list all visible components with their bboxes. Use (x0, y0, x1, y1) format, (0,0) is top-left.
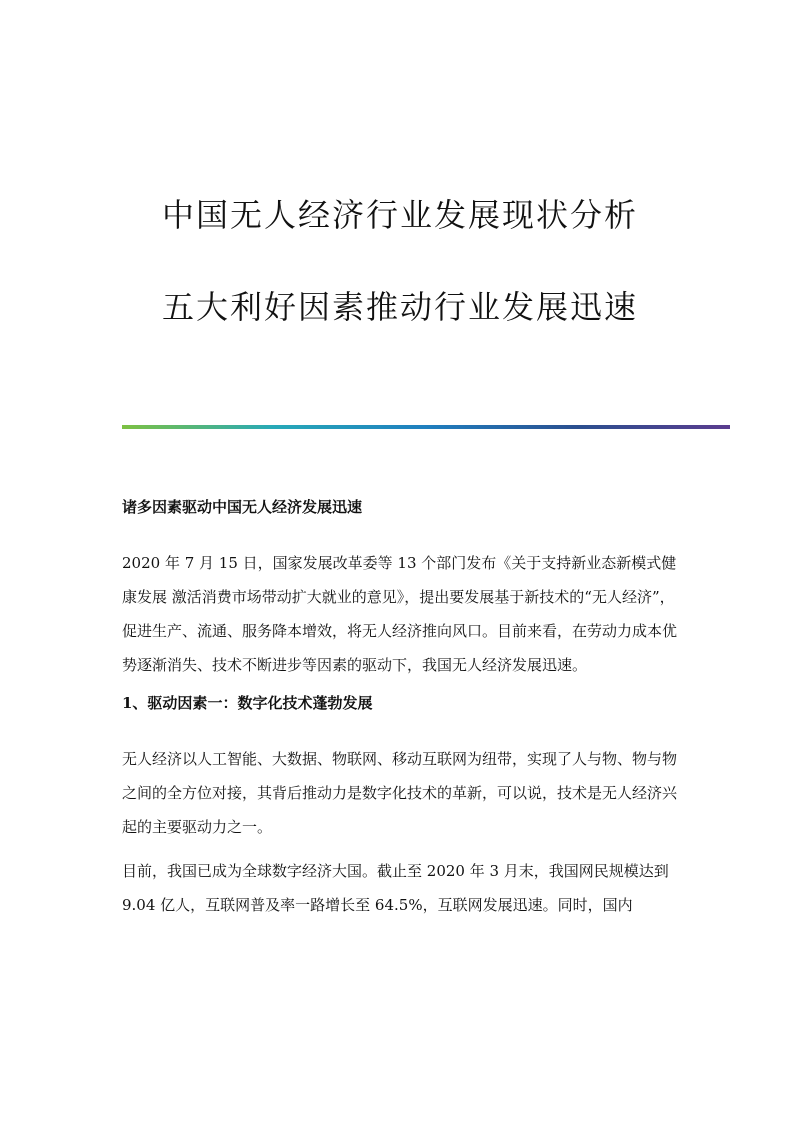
section-heading-overview: 诸多因素驱动中国无人经济发展迅速 (122, 498, 363, 516)
paragraph-digital-economy: 目前，我国已成为全球数字经济大国。截止至 2020 年 3 月末，我国网民规模达到 9.04 亿人，互联网普及率一路增长至 64.5%，互联网发展迅速。同时，国内 (122, 862, 669, 914)
document-body (122, 496, 682, 932)
paragraph-digital-tech: 无人经济以人工智能、大数据、物联网、移动互联网为纽带，实现了人与物、物与物之间的全方位对接，其背后推动力是数字化技术的革新，可以说，技术是无人经济兴起的主要驱动力之一。 (122, 750, 678, 836)
gradient-divider (122, 425, 730, 429)
section-heading-driver-1: 1、驱动因素一：数字化技术蓬勃发展 (122, 694, 373, 712)
paragraph-policy: 2020 年 7 月 15 日，国家发展改革委等 13 个部门发布《关于支持新业态新模式健康发展 激活消费市场带动扩大就业的意见》，提出要发展基于新技术的“无人经济”，促进生产、流通、服务降本增效，将无人经济推向风口。目前来看，在劳动力成本优势逐渐消失、技术不断进步等因素的驱动下，我国无人经济发展迅速。 (122, 554, 678, 674)
document-title-line-2: 五大利好因素推动行业发展迅速 (161, 288, 638, 326)
document-title-line-1: 中国无人经济行业发展现状分析 (161, 196, 638, 234)
